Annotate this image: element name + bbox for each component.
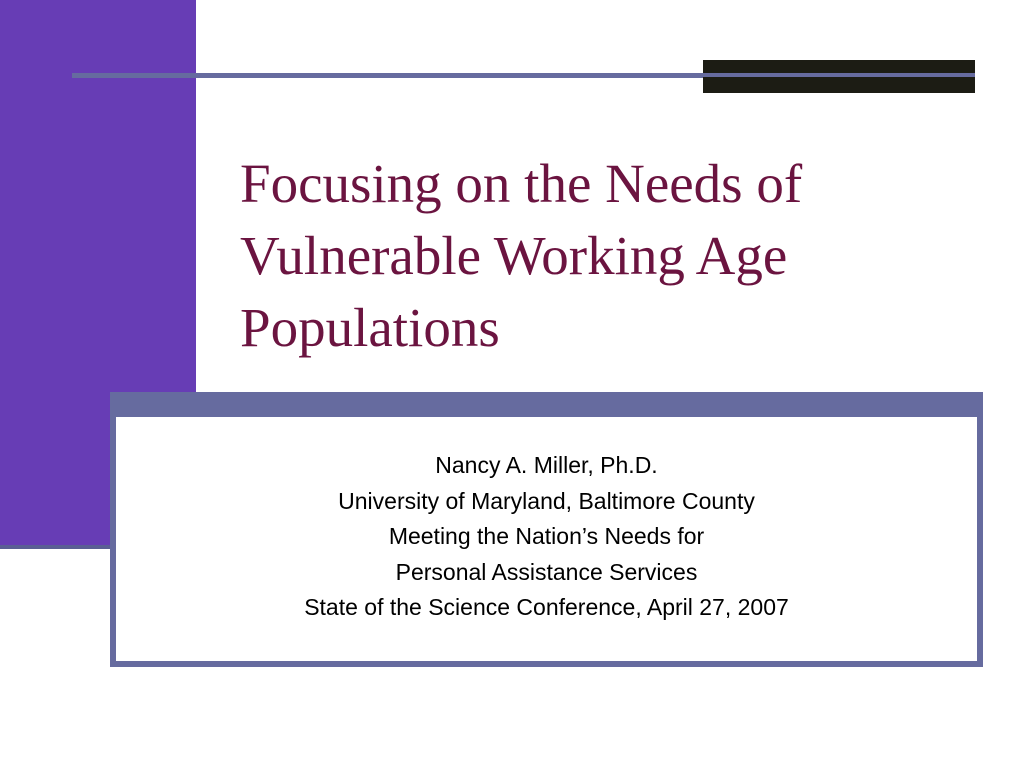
event-line-1: Meeting the Nation’s Needs for [388, 523, 705, 549]
subtitle-box [110, 392, 983, 667]
author-name: Nancy A. Miller, Ph.D. [435, 452, 658, 478]
decorative-top-block-stripe [703, 73, 975, 77]
decorative-side-panel-shadow [0, 545, 112, 549]
slide-title: Focusing on the Needs of Vulnerable Working Age Populations [240, 153, 803, 358]
event-line-2: Personal Assistance Services [395, 558, 698, 585]
conference-date: State of the Science Conference, April 27, 2007 [304, 594, 789, 620]
subtitle-content [116, 417, 977, 661]
affiliation: University of Maryland, Baltimore County [338, 487, 755, 514]
